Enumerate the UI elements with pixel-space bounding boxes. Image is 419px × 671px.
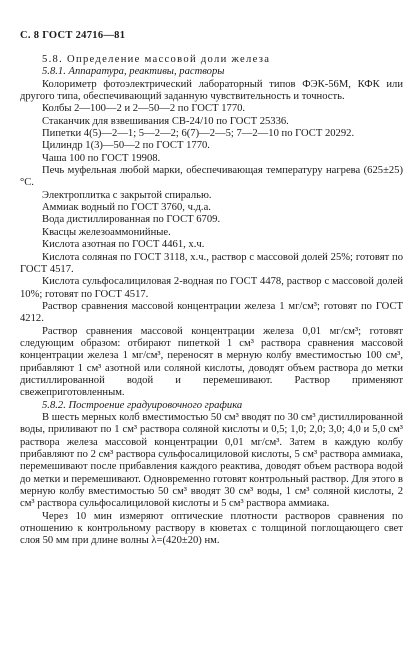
paragraph: Стаканчик для взвешивания СВ-24/10 по ГОСТ 25336. [42, 115, 289, 127]
paragraph: Электроплитка с закрытой спиралью. [42, 189, 212, 201]
paragraph: Раствор сравнения массовой концентрации железа 1 мг/см³; готовят по ГОСТ 4212. [20, 300, 403, 325]
paragraph: Аммиак водный по ГОСТ 3760, ч.д.а. [42, 202, 211, 214]
paragraph: Через 10 мин измеряют оптические плотности растворов сравнения по отношению к контрольному раствору в кюветах с толщиной поглощающего свет слоя 50 мм при длине волны λ=(420±20) нм. [20, 510, 403, 547]
paragraph: Вода дистиллированная по ГОСТ 6709. [42, 214, 221, 226]
paragraph: Чаша 100 по ГОСТ 19908. [42, 152, 161, 164]
paragraph: Цилиндр 1(3)—50—2 по ГОСТ 1770. [42, 140, 210, 152]
paragraph: Кислота соляная по ГОСТ 3118, х.ч., раствор с массовой долей 25%; готовят по ГОСТ 4517. [20, 251, 403, 275]
subsection-title: 5.8.2. Построение градуировочного графика [42, 399, 243, 411]
paragraph: Квасцы железоаммонийные. [42, 226, 171, 238]
paragraph: Колориметр фотоэлектрический лабораторный типов ФЭК-56М, КФК или другого типа, обеспечивающий заданную чувствительность и точность. [20, 78, 403, 103]
document-body [20, 54, 403, 548]
page-header: С. 8 ГОСТ 24716—81 [20, 30, 126, 41]
paragraph: Печь муфельная любой марки, обеспечивающая температуру нагрева (625±25)°С. [20, 165, 403, 189]
paragraph: Раствор сравнения массовой концентрации железа 0,01 мг/см³; готовят следующим образом: отбирают пипеткой 1 см³ раствора сравнения массовой концентрации железа 1 мг/см³, переносят в мерную колбу вместимостью 100 см³, прибавляют 1 см³ азотной или соляной кислоты, доводят объем раствора до метки дистиллированной водой и перемешивают. Раствор применяют свежеприготовленным. [20, 325, 403, 399]
subsection-title: 5.8.1. Аппаратура, реактивы, растворы [42, 66, 225, 78]
paragraph: В шесть мерных колб вместимостью 50 см³ вводят по 30 см³ дистиллированной воды, приливают по 1 см³ раствора соляной кислоты и 0,5; 1,0; 2,0; 3,0; 4,0 и 5,0 см³ раствора железа массовой концентрации 0,01 мг/см³. Затем в каждую колбу прибавляют по 2 см³ раствора сульфосалициловой кислоты, 5 см³ раствора аммиака, перемешивают после прибавления каждого реактива, доводят объем раствора водой до метки и перемешивают. Одновременно готовят контрольный раствор. Для этого в мерную колбу вместимостью 50 см³ вводят 30 см³ воды, 1 см³ соляной кислоты, 2 см³ раствора сульфосалициловой кислоты и 5 см³ раствора аммиака. [20, 411, 403, 510]
paragraph: Кислота азотная по ГОСТ 4461, х.ч. [42, 239, 205, 251]
paragraph: Кислота сульфосалициловая 2-водная по ГОСТ 4478, раствор с массовой долей 10%; готовят по ГОСТ 4517. [20, 276, 403, 300]
paragraph: Колбы 2—100—2 и 2—50—2 по ГОСТ 1770. [42, 103, 246, 115]
section-title: 5.8. Определение массовой доли железа [42, 54, 271, 65]
paragraph: Пипетки 4(5)—2—1; 5—2—2; 6(7)—2—5; 7—2—10 по ГОСТ 20292. [42, 128, 355, 140]
